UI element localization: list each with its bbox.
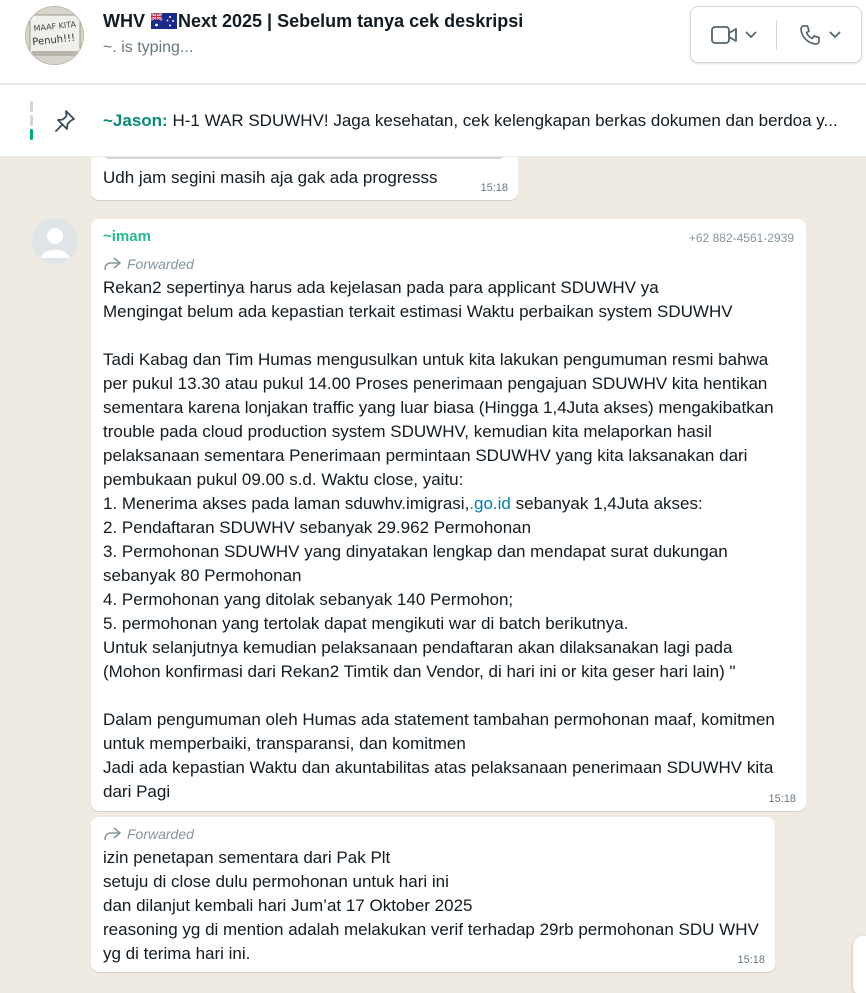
sender-avatar[interactable] [32,218,78,264]
australia-flag-icon [151,13,177,29]
chat-header [0,0,866,84]
message-text-part: sebanyak 1,4Juta akses: 2. Pendaftaran SDUWHV sebanyak 29.962 Permohonan 3. Permohonan SDUWHV yang dinyatakan lengkap dan mendapat surat dukungan sebanyak 80 Permohonan 4. Permohonan yang ditolak sebanyak 140 Permohon; 5. permohonan yang tertolak dapat mengikuti war di batch berikutnya. Untuk selanjutnya kemudian pelaksanaan pendaftaran akan dilaksanakan lagi pada (Mohon konfirmasi dari Rekan2 Timtik dan Vendor, di hari ini or kita geser hari lain) " Dalam pengumuman oleh Humas ada statement tambahan permohonan maaf, komitmen untuk memperbaiki, transparansi, dan komitmen Jadi ada kepastian Waktu dan akuntabilitas atas pelaksanaan penerimaan SDUWHV kita dari Pagi [103,494,775,801]
chevron-down-icon [745,31,757,39]
pin-icon [52,108,80,134]
message-link[interactable]: .go.id [469,494,511,513]
video-call-button[interactable] [691,7,776,62]
typing-status: ~. is typing... [103,39,194,56]
voice-call-icon [799,24,821,46]
video-call-icon [711,25,737,45]
svg-text:MAAF KITA: MAAF KITA [33,19,77,34]
message-time: 15:18 [737,954,765,966]
chat-title-prefix: WHV [103,11,150,31]
sender-phone: +62 882-4561-2939 [688,231,794,245]
pinned-message-bar[interactable] [0,85,866,157]
chat-title [103,11,523,32]
forwarded-label [103,254,194,274]
pinned-message-text [103,111,860,131]
forwarded-text: Forwarded [127,256,194,272]
forward-arrow-icon [103,257,121,271]
message-text-part: Rekan2 sepertinya harus ada kejelasan pada para applicant SDUWHV ya Mengingat belum ada kepastian terkait estimasi Waktu perbaikan system SDUWHV Tadi Kabag dan Tim Humas mengusulkan untuk kita lakukan pengumuman resmi bahwa per pukul 13.30 atau pukul 14.00 Proses penerimaan pengajuan SDUWHV kita hentikan sementara karena lonjakan traffic yang luar biasa (Hingga 1,4Juta akses) mengakibatkan trouble pada cloud production system SDUWHV, kemudian kita melaporkan hasil pelaksanaan sementara Penerimaan permintaan SDUWHV yang kita laksanakan dari pembukaan pukul 09.00 s.d. Waktu close, yaitu: 1. Menerima akses pada laman sduwhv.imigrasi, [103,278,774,513]
pinned-indicator [30,101,34,141]
message-text: izin penetapan sementara dari Pak Plt setuju di close dulu permohonan untuk hari ini dan dilanjut kembali hari Jum’at 17 Oktober 2025 reasoning yg di mention adalah melakukan verif terhadap 29rb permohonan SDU WHV yg di terima hari ini. [103,848,759,963]
message-time: 15:18 [768,793,796,805]
message-bubble[interactable] [91,157,518,200]
forwarded-text: Forwarded [127,826,194,842]
message-text [103,276,793,804]
message-bubble[interactable] [91,817,775,972]
default-avatar-icon [32,218,78,264]
chat-title-text: Next 2025 | Sebelum tanya cek deskripsi [178,11,524,31]
group-avatar[interactable] [25,6,84,65]
voice-call-button[interactable] [777,7,862,62]
message-bubble[interactable] [91,219,806,811]
pinned-content: H-1 WAR SDUWHV! Jaga kesehatan, cek kelengkapan berkas dokumen dan berdoa y... [167,111,838,130]
svg-text:Penuh!!!: Penuh!!! [31,32,76,49]
forward-arrow-icon [103,827,121,841]
scroll-to-bottom-button[interactable] [853,936,866,993]
pinned-author: ~Jason: [103,111,168,130]
forwarded-label [103,824,194,844]
quoted-message-edge [103,157,505,159]
sender-name[interactable]: ~imam [103,228,151,245]
message-text: Udh jam segini masih aja gak ada progresss [103,168,438,187]
chat-area [0,157,866,993]
chevron-down-icon [829,31,841,39]
call-button-group [690,6,862,63]
message-time: 15:18 [480,182,508,194]
